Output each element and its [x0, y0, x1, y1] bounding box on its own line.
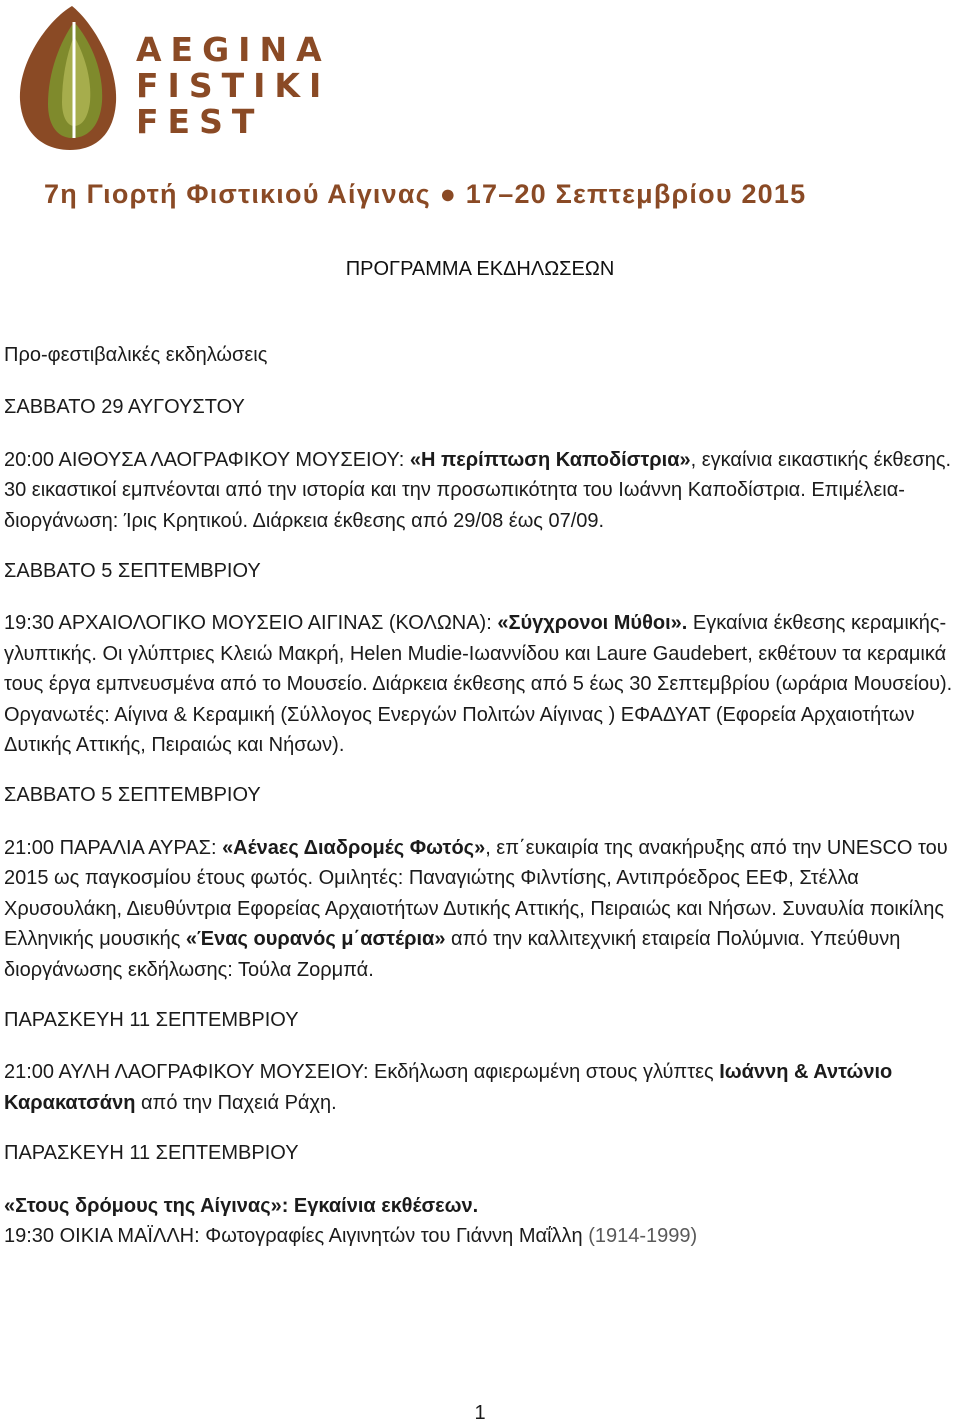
- concert-title: «Ένας ουρανός μ΄αστέρια»: [185, 928, 446, 951]
- event-venue: 19:30 ΑΡΧΑΙΟΛΟΓΙΚΟ ΜΟΥΣΕΙΟ ΑΙΓΙΝΑΣ (ΚΟΛΩΝΑ):: [4, 612, 498, 635]
- event-title: «Η περίπτωση Καποδίστρια»: [409, 448, 691, 471]
- festival-logo: [14, 0, 334, 152]
- festival-title: 7η Γιορτή Φιστικιού Αίγινας ● 17–20 Σεπτεμβρίου 2015: [44, 179, 807, 209]
- logo-line-2: FISTIKI: [136, 66, 331, 105]
- event-title: «Σύγχρονοι Μύθοι».: [497, 612, 688, 635]
- event-venue: 20:00 ΑΙΘΟΥΣΑ ΛΑΟΓΡΑΦΙΚΟΥ ΜΟΥΣΕΙΟΥ:: [4, 448, 410, 471]
- event-venue: 21:00 ΠΑΡΑΛΙΑ ΑΥΡΑΣ:: [4, 836, 223, 859]
- event-years: (1914-1999): [588, 1224, 698, 1247]
- event-title: «Στους δρόμους της Αίγινας»: Εγκαίνια εκθέσεων.: [4, 1194, 479, 1217]
- event-details: Εγκαίνια έκθεσης κεραμικής-γλυπτικής. Οι γλύπτριες Κλειώ Μακρή, Helen Mudie-Ιωαννίδου και Laure Gaudebert, εκθέτουν τα κεραμικά τους έργα εμπνευσμένα από το Μουσείο. Διάρκεια έκθεσης από 5 έως 30 Σεπτεμβρίου (ωράρια Μουσείου). Οργανωτές: Αίγινα & Κεραμική (Σύλλογος Ενεργών Πολιτών Αίγινας ) ΕΦΑΔΥΑΤ (Εφορεία Αρχαιοτήτων Δυτικής Αττικής, Πειραιώς και Νήσων).: [4, 612, 953, 757]
- event-date: ΣΑΒΒΑΤΟ 29 ΑΥΓΟΥΣΤΟΥ: [4, 396, 245, 419]
- event-description: [4, 1057, 956, 1118]
- event-description: [4, 1221, 956, 1251]
- logo-line-1: AEGINA: [136, 30, 331, 69]
- pistachio-logo-icon: [14, 0, 126, 152]
- event-description: [4, 833, 956, 985]
- program-title: ΠΡΟΓΡΑΜΜΑ ΕΚΔΗΛΩΣΕΩΝ: [345, 258, 615, 280]
- event-date: ΠΑΡΑΣΚΕΥΗ 11 ΣΕΠΤΕΜΒΡΙΟΥ: [4, 1142, 299, 1165]
- event-date: ΠΑΡΑΣΚΕΥΗ 11 ΣΕΠΤΕΜΒΡΙΟΥ: [4, 1008, 299, 1031]
- program-body: [4, 340, 956, 1251]
- event-details: από την Παχειά Ράχη.: [135, 1091, 337, 1114]
- event-venue: 19:30 ΟΙΚΙΑ ΜΑΪΛΛΗ: Φωτογραφίες Αιγινητών του Γιάννη Μαΐλλη: [4, 1224, 589, 1247]
- logo-line-3: FEST: [136, 102, 264, 141]
- event-title: «Αένaες Διαδρομές Φωτός»: [222, 836, 486, 859]
- event-details-end: από την καλλιτεχνική εταιρεία Πολύμνια. Υπεύθυνη διοργάνωσης εκδήλωσης: Τούλα Ζορμπά.: [4, 928, 901, 981]
- page-number: 1: [474, 1402, 486, 1424]
- event-venue: 21:00 ΑΥΛΗ ΛΑΟΓΡΑΦΙΚΟΥ ΜΟΥΣΕΙΟΥ: Εκδήλωση αφιερωμένη στους γλύπτες: [4, 1061, 720, 1084]
- pre-festival-heading: Προ-φεστιβαλικές εκδηλώσεις: [4, 344, 268, 366]
- event-title: Ιωάννη & Αντώνιο Καρακατσάνη: [4, 1061, 893, 1114]
- event-details: , εγκαίνια εικαστικής έκθεσης. 30 εικαστικοί εμπνέονται από την ιστορία και την προσωπικότητα του Ιωάννη Καποδίστρια. Επιμέλεια-διοργάνωση: Ίρις Κρητικού. Διάρκεια έκθεσης από 29/08 έως 07/09.: [4, 448, 952, 532]
- logo-wordmark: [136, 32, 331, 140]
- event-description: [4, 445, 956, 536]
- event-date: ΣΑΒΒΑΤΟ 5 ΣΕΠΤΕΜΒΡΙΟΥ: [4, 560, 261, 583]
- event-details: , επ΄ευκαιρία της ανακήρυξης από την UNESCO του 2015 ως παγκοσμίου έτους φωτός. Ομιλητές: Παναγιώτης Φιλντίσης, Αντιπρόεδρος ΕΕΦ, Στέλλα Χρυσουλάκη, Διευθύντρια Εφορείας Αρχαιοτήτων Δυτικής Αττικής, Πειραιώς και Νήσων. Συναυλία ποικίλης Ελληνικής μουσικής: [4, 836, 948, 951]
- event-description: [4, 608, 956, 760]
- event-date: ΣΑΒΒΑΤΟ 5 ΣΕΠΤΕΜΒΡΙΟΥ: [4, 784, 261, 807]
